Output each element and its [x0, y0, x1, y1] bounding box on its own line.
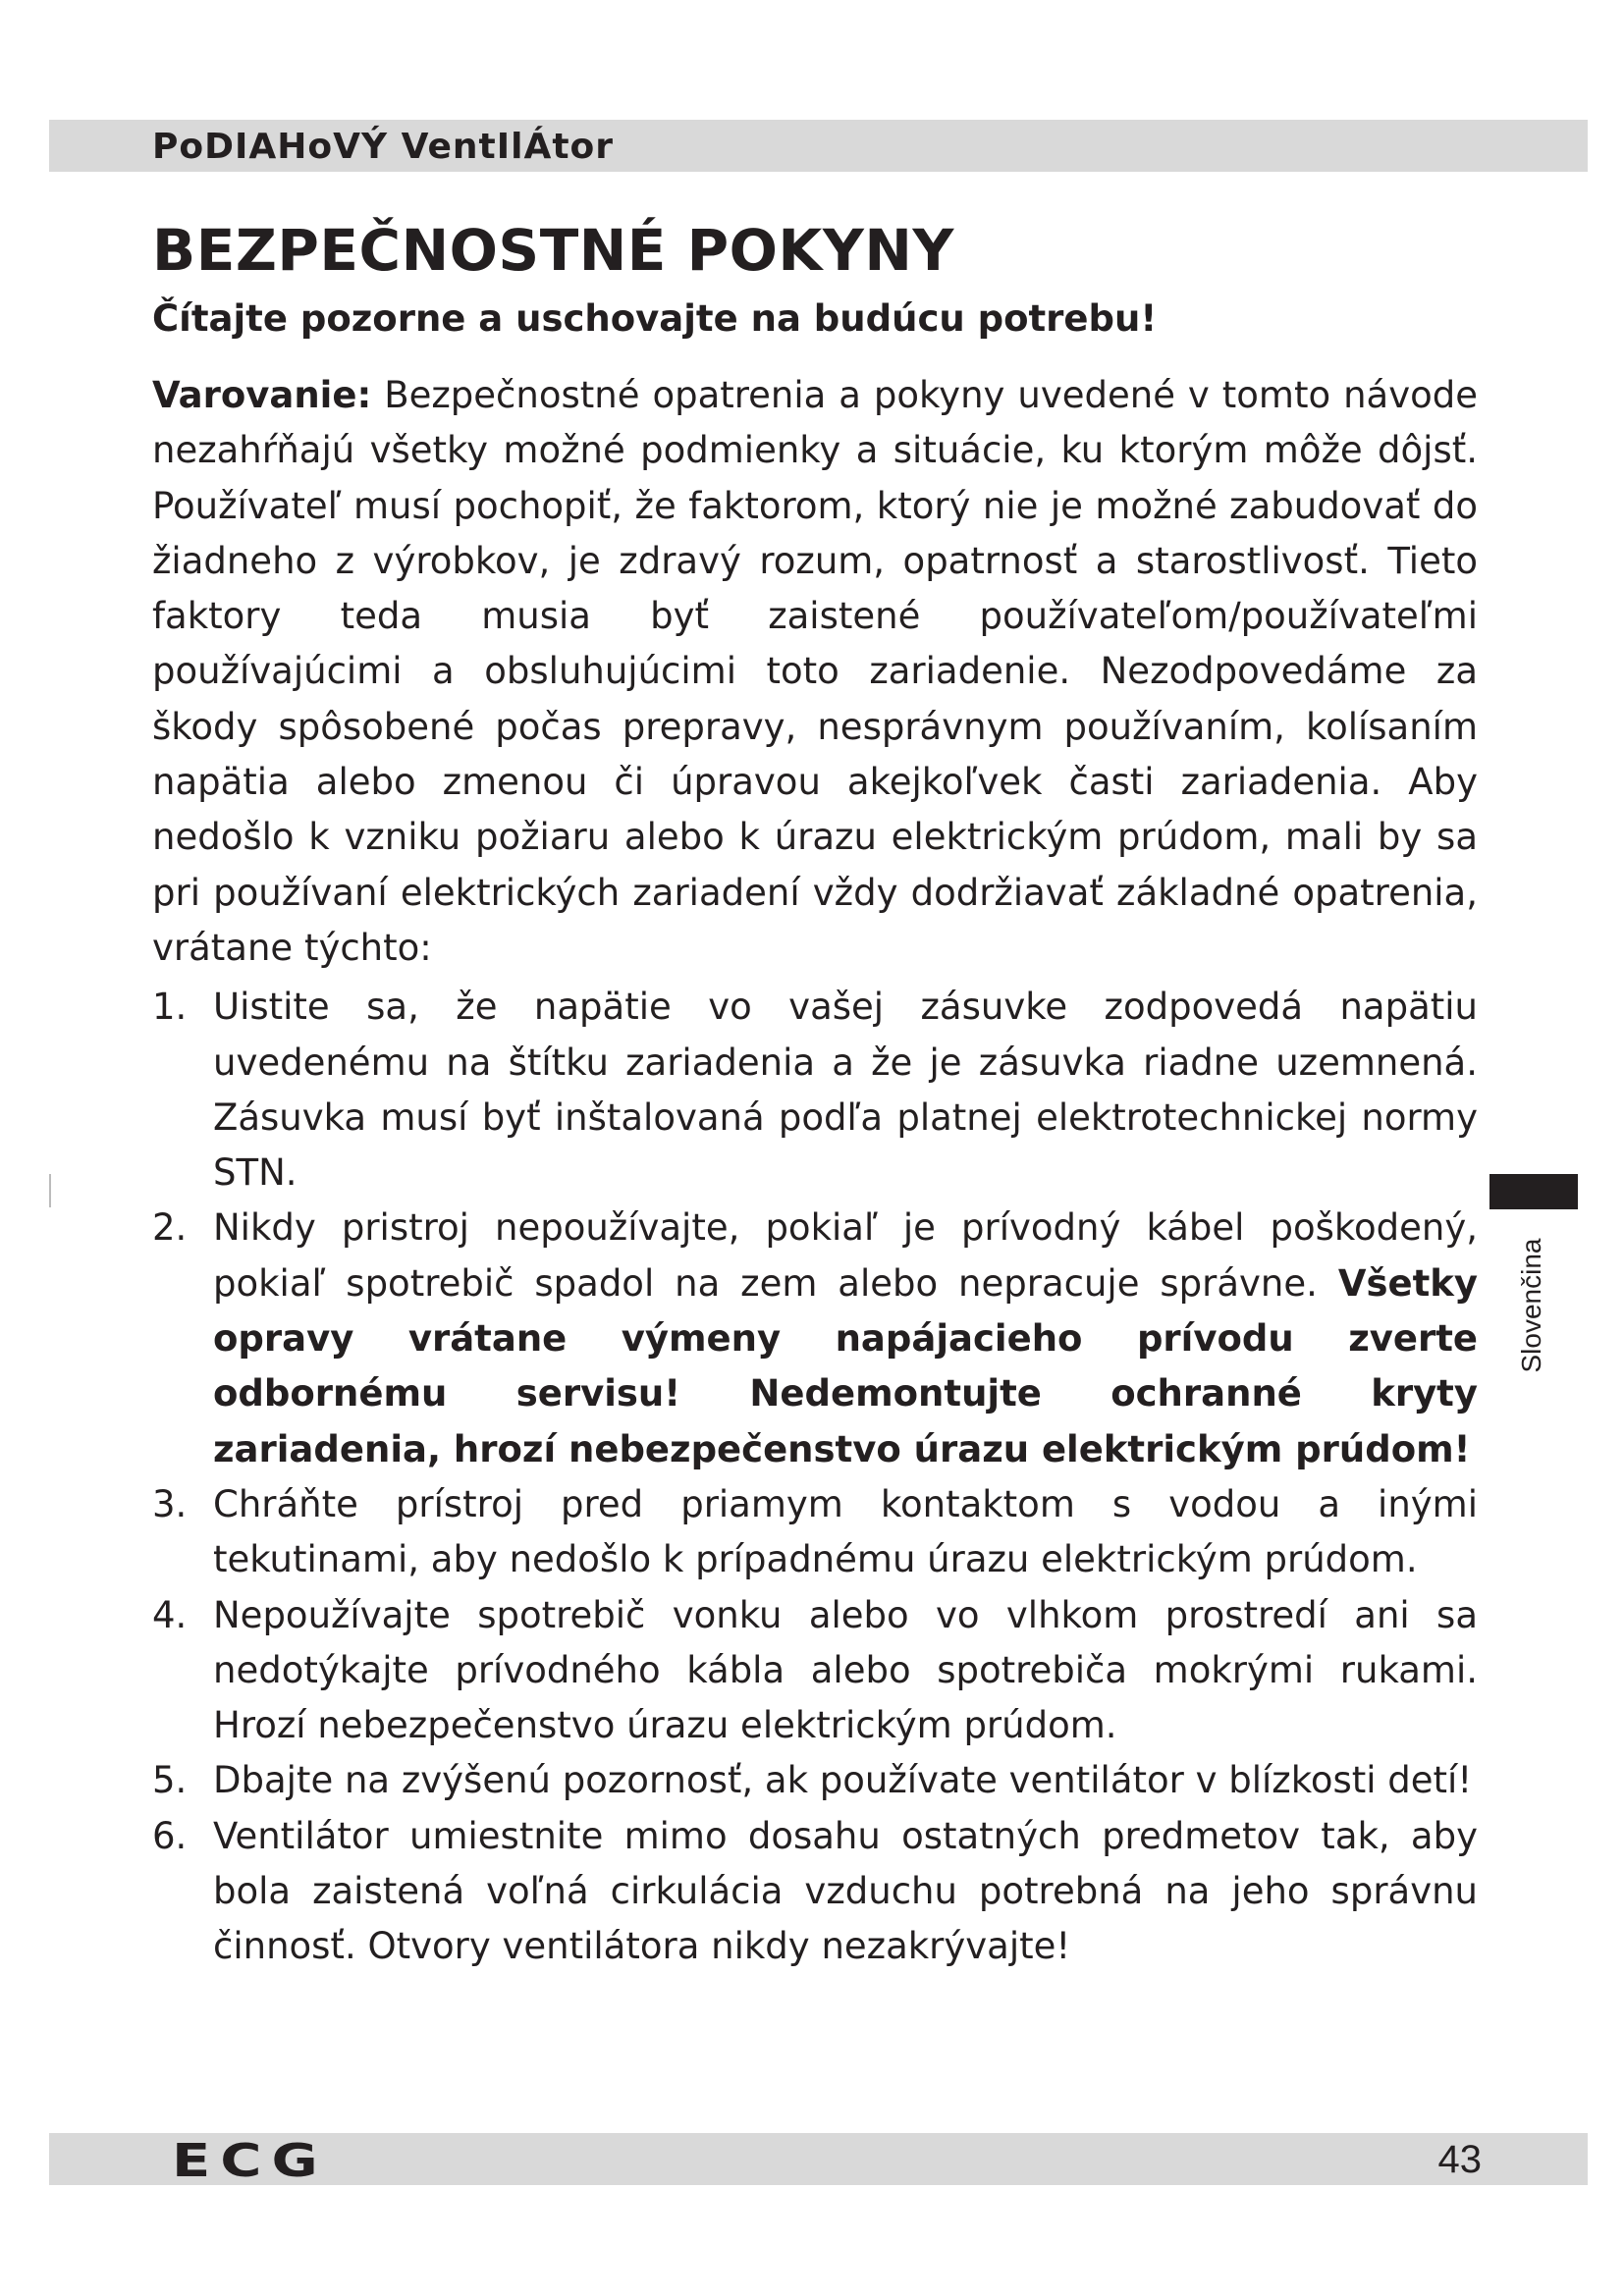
list-item-number: 4. — [152, 1593, 188, 1636]
language-tab — [1507, 1238, 1556, 1373]
header-title: PoDIAHoVÝ VentIlÁtor — [152, 127, 615, 167]
list-item — [152, 1477, 1478, 1588]
content — [152, 368, 1478, 1975]
list-item — [152, 1201, 1478, 1476]
list-item-text: Nepoužívajte spotrebič vonku alebo vo vlhkom prostredí ani sa nedotýkajte prívodného kábla alebo spotrebiča mokrými rukami. Hrozí nebezpečenstvo úrazu elektrickým prúdom. — [213, 1593, 1478, 1747]
warning-text: Bezpečnostné opatrenia a pokyny uvedené v tomto návode nezahŕňajú všetky možné podmienky a situácie, ku ktorým môže dôjsť. Používateľ musí pochopiť, že faktorom, ktorý nie je možné zabudovať do žiadneho z výrobkov, je zdravý rozum, opatrnosť a starostlivosť. Tieto faktory teda musia byť zaistené používateľom/používateľmi používajúcimi a obsluhujúcimi toto zariadenie. Nezodpovedáme za škody spôsobené počas prepravy, nesprávnym používaním, kolísaním napätia alebo zmenou či úpravou akejkoľvek časti zariadenia. Aby nedošlo k vzniku požiaru alebo k úrazu elektrickým prúdom, mali by sa pri používaní elektrických zariadení vždy dodržiavať základné opatrenia, vrátane týchto: — [152, 374, 1478, 969]
list-item-number: 3. — [152, 1482, 188, 1525]
list-item-text: Chráňte prístroj pred priamym kontaktom s vodou a inými tekutinami, aby nedošlo k prípadnému úrazu elektrickým prúdom. — [213, 1482, 1478, 1581]
list-item-number: 2. — [152, 1206, 188, 1250]
warning-label: Varovanie: — [152, 374, 372, 416]
subtitle: Čítajte pozorne a uschovajte na budúcu potrebu! — [152, 297, 1158, 340]
list-item-text: Nikdy pristroj nepoužívajte, pokiaľ je prívodný kábel poškodený, pokiaľ spotrebič spadol na zem alebo nepracuje správne. — [213, 1206, 1478, 1305]
list-item-number: 6. — [152, 1814, 188, 1857]
list-item-number: 5. — [152, 1759, 188, 1802]
list-item-number: 1. — [152, 986, 188, 1029]
safety-rules-list — [152, 980, 1478, 1974]
footer-bar — [49, 2133, 1588, 2185]
list-item — [152, 1588, 1478, 1754]
ecg-logo: ECG — [172, 2134, 328, 2187]
list-item — [152, 1753, 1478, 1808]
language-tab-marker — [1489, 1174, 1578, 1209]
list-item — [152, 1809, 1478, 1975]
list-item-text: Uistite sa, že napätie vo vašej zásuvke zodpovedá napätiu uvedenému na štítku zariadenia a že je zásuvka riadne uzemnená. Zásuvka musí byť inštalovaná podľa platnej elektrotechnickej normy STN. — [213, 986, 1478, 1195]
header-bar — [49, 120, 1588, 172]
margin-mark — [49, 1174, 51, 1207]
language-tab-label: Slovenčina — [1516, 1238, 1546, 1373]
page-number: 43 — [1437, 2138, 1482, 2181]
warning-paragraph — [152, 368, 1478, 976]
page-title: BEZPEČNOSTNÉ POKYNY — [152, 217, 954, 284]
list-item-bold-text: Všetky opravy vrátane výmeny napájacieho prívodu zverte odbornému servisu! Nedemontujte ochranné kryty zariadenia, hrozí nebezpečenstvo úrazu elektrickým prúdom! — [213, 1261, 1479, 1470]
list-item-text: Dbajte na zvýšenú pozornosť, ak používate ventilátor v blízkosti detí! — [213, 1759, 1473, 1802]
list-item — [152, 980, 1478, 1201]
list-item-text: Ventilátor umiestnite mimo dosahu ostatných predmetov tak, aby bola zaistená voľná cirkulácia vzduchu potrebná na jeho správnu činnosť. Otvory ventilátora nikdy nezakrývajte! — [213, 1814, 1478, 1968]
